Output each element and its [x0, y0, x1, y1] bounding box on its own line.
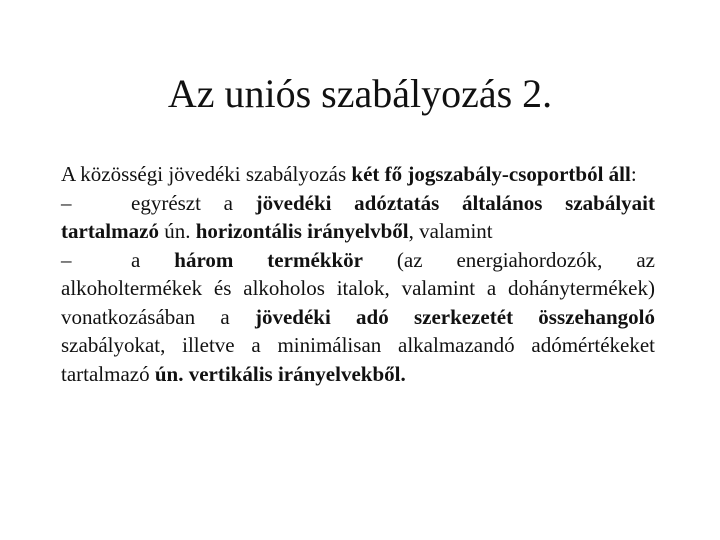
dash-bullet: –: [61, 190, 72, 215]
item1-text-a: egyrészt a: [131, 190, 256, 215]
intro-colon: :: [630, 162, 637, 186]
item1-text-e: , valamint: [408, 219, 493, 243]
list-item-vertical: [61, 246, 655, 389]
item2-bold-b: három termékkör: [174, 247, 363, 272]
item2-text-a: a: [131, 247, 175, 272]
item1-text-c: ún.: [158, 219, 196, 243]
item2-bold-f: ún. vertikális irányelvekből.: [154, 361, 406, 386]
slide-title: Az uniós szabályozás 2.: [167, 71, 553, 116]
item2-bold-d: jövedéki adó szerkezetét összehangoló: [254, 304, 655, 329]
item2-text-e: szabályokat, illetve a minimálisan alkalmazandó adómértékeket tartalmazó: [61, 333, 655, 386]
list-item-horizontal: [61, 189, 655, 246]
item2-text-c: (az energiahordozók, az alkoholtermékek és alkoholos italok, valamint a dohánytermékek) vonatkozásában a: [61, 247, 655, 329]
intro-bold-text: két fő jogszabály-csoportból áll: [351, 162, 631, 186]
item1-bold-d: horizontális irányelvből: [195, 219, 409, 243]
slide-body: [61, 160, 655, 388]
item1-bold-b: jövedéki adóztatás általános szabályait tartalmazó: [61, 190, 655, 243]
intro-text: A közösségi jövedéki szabályozás: [61, 162, 352, 186]
intro-paragraph: [61, 160, 655, 189]
dash-bullet: –: [61, 247, 72, 272]
